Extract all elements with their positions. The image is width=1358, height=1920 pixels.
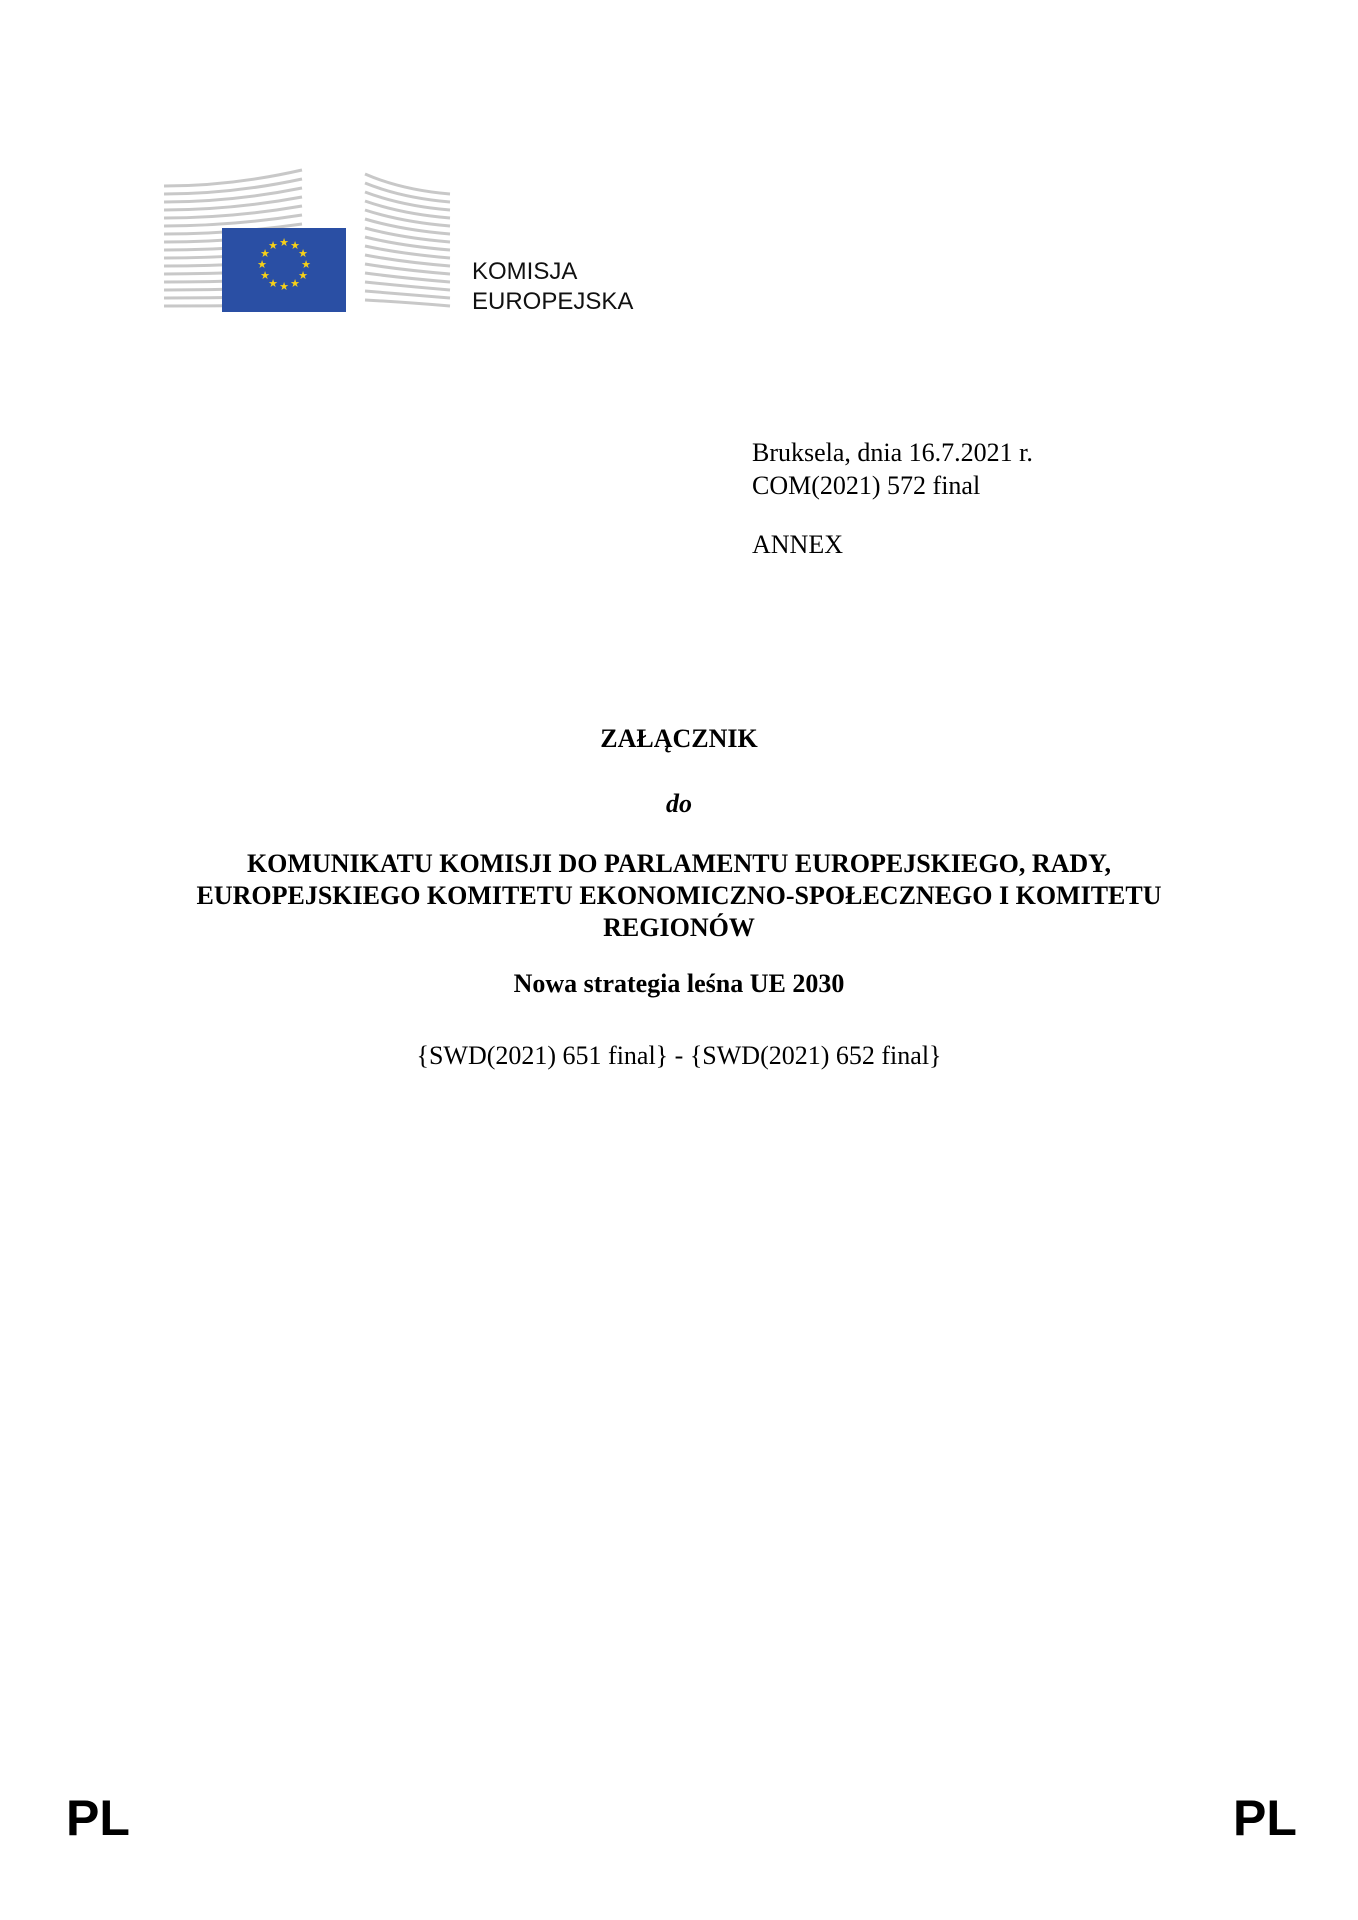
svg-text:★: ★ xyxy=(298,247,308,260)
svg-text:★: ★ xyxy=(257,258,267,271)
swd-references: {SWD(2021) 651 final} - {SWD(2021) 652 final} xyxy=(416,1041,942,1070)
svg-text:★: ★ xyxy=(268,239,278,252)
organization-name-line-1: KOMISJA xyxy=(472,258,578,285)
svg-text:★: ★ xyxy=(290,277,300,290)
svg-text:★: ★ xyxy=(279,280,289,293)
language-code-left: PL xyxy=(66,1790,130,1846)
svg-text:★: ★ xyxy=(268,277,278,290)
document-title: ZAŁĄCZNIK xyxy=(600,724,758,753)
subject-line: EUROPEJSKIEGO KOMITETU EKONOMICZNO-SPOŁECZNEGO I KOMITETU xyxy=(196,881,1162,910)
organization-name-line-2: EUROPEJSKA xyxy=(472,288,634,315)
place-date: Bruksela, dnia 16.7.2021 r. xyxy=(752,438,1033,467)
svg-text:★: ★ xyxy=(260,247,270,260)
svg-text:★: ★ xyxy=(290,239,300,252)
european-commission-logo-icon xyxy=(162,168,458,312)
language-code-right: PL xyxy=(1233,1790,1297,1846)
document-reference: COM(2021) 572 final xyxy=(752,471,981,500)
svg-text:★: ★ xyxy=(301,258,311,271)
svg-text:★: ★ xyxy=(279,236,289,249)
strategy-title: Nowa strategia leśna UE 2030 xyxy=(513,969,845,998)
document-connector: do xyxy=(666,789,692,818)
svg-text:★: ★ xyxy=(260,269,270,282)
svg-text:★: ★ xyxy=(298,269,308,282)
document-meta xyxy=(752,436,1033,561)
subject-line: KOMUNIKATU KOMISJI DO PARLAMENTU EUROPEJSKIEGO, RADY, xyxy=(246,849,1112,878)
document-subject xyxy=(0,848,1358,944)
organization-name xyxy=(472,257,633,317)
subject-line: REGIONÓW xyxy=(603,913,755,942)
annex-label: ANNEX xyxy=(752,530,843,559)
